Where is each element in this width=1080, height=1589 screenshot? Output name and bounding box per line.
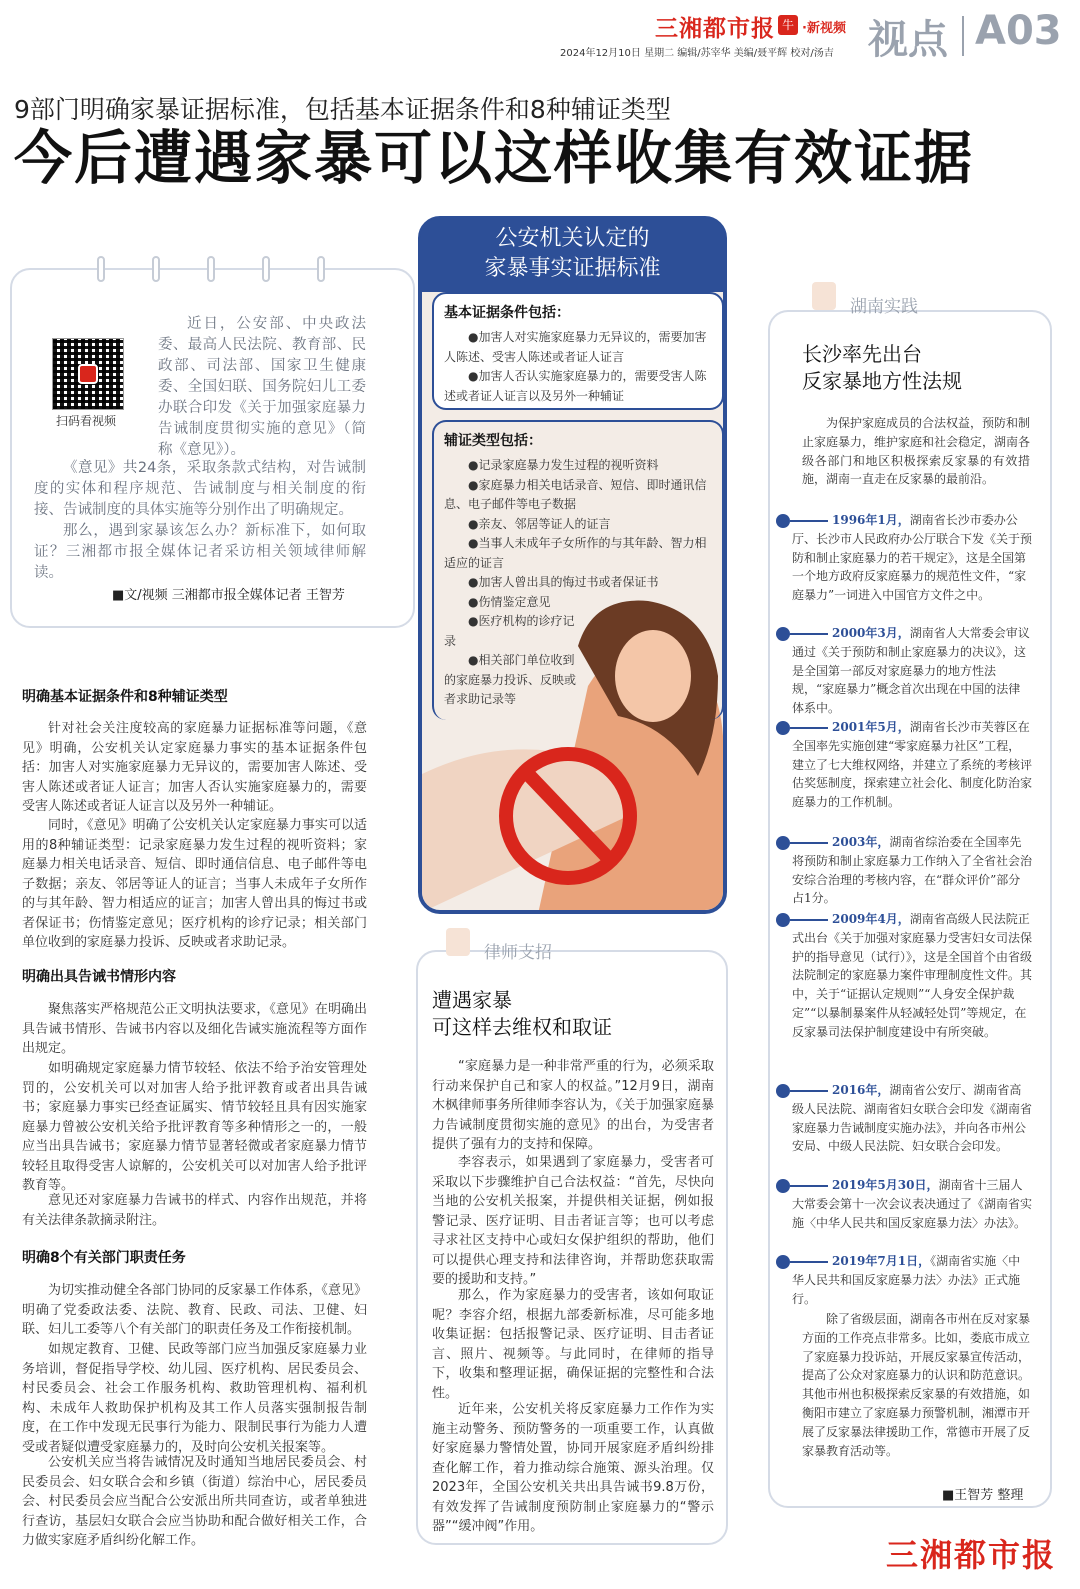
headline: 今后遭遇家暴可以这样收集有效证据 (14, 124, 975, 192)
masthead-app-icon: 牛 (778, 15, 798, 35)
body-paragraph: 那么，作为家庭暴力的受害者，该如何取证呢？李容介绍，根据九部委新标准，尽可能多地收集证据：包括报警记录、医疗证明、目击者证言、照片、视频等。与此同时，在律师的指导下，收集和整理证据，确保证据的完整性和合法性。 (432, 1288, 714, 1401)
panel-header-line1: 公安机关认定的 (495, 226, 650, 251)
timeline-entry (792, 1081, 1032, 1156)
timeline-year: 2019年5月30日， (832, 1178, 939, 1192)
panel-header-line2: 家暴事实证据标准 (484, 256, 661, 281)
box-title: 基本证据条件包括： (444, 305, 570, 321)
list-item: ●加害人对实施家庭暴力无异议的，需要加害人陈述、受害人陈述或者证人证言 (444, 330, 707, 364)
masthead-info: 2024年12月10日 星期二 编辑/苏宰华 美编/聂平辉 校对/汤吉 (560, 48, 834, 59)
body-paragraph: 除了省级层面，湖南各市州在反对家暴方面的工作亮点非常多。比如，娄底市成立了家庭暴力投诉站，开展反家暴宣传活动，提高了公众对家庭暴力的认识和防范意识。其他市州也积极探索反家暴的有效措施，如衡阳市建立了家庭暴力预警机制，湘潭市开展了反家暴法律援助工作，常德市开展了反家暴教育活动等。 (802, 1312, 1031, 1458)
section-name: 视点 (868, 17, 948, 63)
timeline-entry (792, 1252, 1032, 1308)
list-item: ●记录家庭暴力发生过程的视听资料 (468, 458, 659, 472)
timeline-year: 2019年7月1日， (832, 1254, 931, 1268)
body-paragraph: 为保护家庭成员的合法权益，预防和制止家庭暴力，维护家庭和社会稳定，湖南各级各部门和地区积极探索反家暴的有效措施，湖南一直走在反家暴的最前沿。 (802, 416, 1031, 487)
timeline-dot (776, 1255, 790, 1269)
body-paragraph: 近年来，公安机关将反家庭暴力工作作为实施主动警务、预防警务的一项重要工作，认真做好家庭暴力警情处置，协同开展家庭矛盾纠纷排查化解工作，着力推动综合施策、源头治理。仅2023年，全国公安机关共出具告诫书9.8万份，有效发挥了告诫制度预防制止家庭暴力的“警示器”“缓冲阀”作用。 (432, 1402, 714, 1534)
timeline-text: 湖南省人大常委会审议通过《关于预防和制止家庭暴力的决议》，这是全国第一部反对家庭暴力的地方性法规，“家庭暴力”概念首次出现在中国的法律体系中。 (792, 626, 1030, 716)
qr-label: 扫码看视频 (56, 414, 117, 428)
body-paragraph: 聚焦落实严格规范公正文明执法要求，《意见》在明确出具告诫书情形、告诫书内容以及细化告诫实施流程等方面作出规定。 (22, 1002, 367, 1056)
timeline-year: 2001年5月， (832, 720, 910, 734)
section-title: 明确8个有关部门职责任务 (22, 1250, 186, 1266)
qr-logo-icon (78, 364, 98, 384)
list-item: ●家庭暴力相关电话录音、短信、即时通讯信息、电子邮件等电子数据 (444, 477, 707, 511)
masthead-divider (962, 16, 964, 56)
binder-ring (317, 256, 325, 282)
intro-p1: 近日，公安部、中央政法委、最高人民法院、教育部、民政部、司法部、国家卫生健康委、全国妇联、国务院妇儿工委办联合印发《关于加强家庭暴力告诫制度贯彻实施的意见》（简称《意见》）。 (158, 316, 366, 458)
body-paragraph: 公安机关应当将告诫情况及时通知当地居民委员会、村民委员会、妇女联合会和乡镇（街道）综治中心，居民委员会、村民委员会应当配合公安派出所共同查访，或者单独进行查访，基层妇女联合会应当协助和配合做好相关工作，合力做实家庭矛盾纠纷化解工作。 (22, 1455, 367, 1548)
binder-ring (97, 256, 105, 282)
intro-p2: 《意见》共24条，采取条款式结构，对告诫制度的实体和程序规范、告诫制度与相关制度的衔接、告诫制度的具体实施等分别作出了明确规定。 (34, 460, 366, 518)
timeline-text: 湖南省长沙市委办公厅、长沙市人民政府办公厅联合下发《关于预防和制止家庭暴力的若干规定》，这是全国第一个地方政府反家庭暴力的规范性文件，“家庭暴力”一词进入中国官方文件之中。 (792, 513, 1033, 603)
timeline-text: 湖南省公安厅、湖南省高级人民法院、湖南省妇女联合会印发《湖南省家庭暴力告诫制度实施办法》，并向各市州公安局、中级人民法院、妇女联合会印发。 (792, 1083, 1033, 1154)
timeline-dot (776, 836, 790, 850)
quote-icon (446, 928, 470, 956)
body-paragraph: 如明确规定家庭暴力情节较轻、依法不给予治安管理处罚的，公安机关可以对加害人给予批评教育或者出具告诫书；家庭暴力事实已经查证属实、情节较轻且具有因实施家庭暴力曾被公安机关给予批评教育等多种情形之一的，一般应当出具告诫书；家庭暴力情节显著轻微或者家庭暴力情节较轻且取得受害人谅解的，公安机关可以对加害人给予批评教育等。 (22, 1061, 367, 1193)
list-item: ●医疗机构的诊疗记录 (444, 614, 575, 648)
card-tag: 律师支招 (484, 943, 552, 963)
timeline-entry (792, 910, 1032, 1042)
timeline-dot (776, 1179, 790, 1193)
card-tag: 湖南实践 (850, 297, 918, 317)
binder-ring (262, 256, 270, 282)
timeline-entry (792, 624, 1032, 718)
timeline-dot (776, 514, 790, 528)
list-item: ●伤情鉴定意见 (468, 594, 551, 609)
list-item: ●亲友、邻居等证人的证言 (468, 516, 611, 531)
subheadline: 9部门明确家暴证据标准，包括基本证据条件和8种辅证类型 (14, 95, 671, 124)
timeline-year: 2009年4月， (832, 912, 910, 926)
panel-header (420, 218, 725, 292)
timeline-text: 《湖南省实施〈中华人民共和国反家庭暴力法〉办法》正式施行。 (792, 1254, 1021, 1306)
timeline-entry (792, 511, 1032, 605)
masthead-logo: 三湘都市报 (655, 16, 775, 42)
timeline-dot (776, 721, 790, 735)
basic-evidence-box (432, 292, 724, 410)
timeline-year: 2016年， (832, 1083, 890, 1097)
timeline-entry (792, 833, 1032, 908)
section-title: 明确出具告诫书情形内容 (22, 969, 176, 985)
timeline-year: 2000年3月， (832, 626, 910, 640)
body-paragraph: 针对社会关注度较高的家庭暴力证据标准等问题，《意见》明确，公安机关认定家庭暴力事实的基本证据条件包括：加害人对实施家庭暴力无异议的，需要加害人陈述、受害人陈述或者证人证言；加害人否认实施家庭暴力的，需要受害人陈述或者证人证言以及另外一种辅证。 (22, 721, 367, 814)
page-number: A03 (975, 8, 1062, 54)
body-paragraph: 意见还对家庭暴力告诫书的样式、内容作出规范，并将有关法律条款摘录附注。 (22, 1193, 367, 1228)
card-title: 长沙率先出台 (802, 342, 922, 366)
card-title: 遭遇家暴 (432, 988, 512, 1012)
list-item: ●相关部门单位收到的家庭暴力投诉、反映或者求助记录等 (444, 653, 577, 706)
timeline-year: 2003年， (832, 835, 890, 849)
timeline-year: 1996年1月， (832, 513, 910, 527)
body-paragraph: 李容表示，如果遇到了家庭暴力，受害者可采取以下步骤维护自己合法权益：“首先，尽快向当地的公安机关报案，并提供相关证据，例如报警记录、医疗证明、目击者证言等；也可以考虑寻求社区支持中心或妇女保护组织的帮助，他们可以提供心理支持和法律咨询，并帮助您获取需要的援助和支持。” (432, 1155, 714, 1287)
binder-ring (207, 256, 215, 282)
timeline-entry (792, 1176, 1032, 1232)
list-item: ●当事人未成年子女所作的与其年龄、智力相适应的证言 (444, 536, 707, 570)
timeline-dot (776, 627, 790, 641)
card-title: 可这样去维权和取证 (432, 1015, 612, 1039)
byline: ■王智芳 整理 (942, 1488, 1024, 1503)
body-paragraph: 如规定教育、卫健、民政等部门应当加强反家庭暴力业务培训，督促指导学校、幼儿园、医疗机构、居民委员会、村民委员会、社会工作服务机构、救助管理机构、福利机构、未成年人救助保护机构及其工作人员落实强制报告制度，在工作中发现无民事行为能力、限制民事行为能力人遭受或者疑似遭受家庭暴力的，及时向公安机关报案等。 (22, 1342, 367, 1455)
timeline-text: 湖南省长沙市芙蓉区在全国率先实施创建“零家庭暴力社区”工程，建立了七大维权网络，并建立了系统的考核评估奖惩制度，探索建立社会化、制度化防治家庭暴力的工作机制。 (792, 720, 1033, 810)
timeline-text: 湖南省综治委在全国率先将预防和制止家庭暴力工作纳入了全省社会治安综合治理的考核内容，在“群众评价”部分占1分。 (792, 835, 1033, 906)
binder-ring (152, 256, 160, 282)
timeline-entry (792, 718, 1032, 812)
aux-evidence-box (432, 420, 724, 720)
card-title: 反家暴地方性法规 (802, 369, 962, 393)
byline: ■文/视频 三湘都市报全媒体记者 王智芳 (112, 588, 345, 603)
footer-logo: 三湘都市报 (886, 1536, 1057, 1574)
body-paragraph: “家庭暴力是一种非常严重的行为，必须采取行动来保护自己和家人的权益。”12月9日，湖南木枫律师事务所律师李容认为，《关于加强家庭暴力告诫制度贯彻实施的意见》的出台，为受害者提供了强有力的支持和保障。 (432, 1059, 714, 1152)
timeline-text: 湖南省高级人民法院正式出台《关于加强对家庭暴力受害妇女司法保护的指导意见（试行）》，这是全国首个由省级法院制定的家庭暴力案件审理制度性文件。其中，关于“证据认定规则”“人身安全保护裁定”“以暴制暴案件从轻减轻处罚”等规定，在反家暴司法保护制度建设中有所突破。 (792, 912, 1033, 1039)
body-paragraph: 为切实推动健全各部门协同的反家暴工作体系，《意见》明确了党委政法委、法院、教育、民政、司法、卫健、妇联、妇儿工委等八个有关部门的职责任务及工作衔接机制。 (22, 1283, 367, 1337)
timeline-text: 湖南省十三届人大常委会第十一次会议表决通过了《湖南省实施〈中华人民共和国反家庭暴力法〉办法》。 (792, 1178, 1033, 1230)
quote-icon (812, 282, 836, 310)
timeline-dot (776, 913, 790, 927)
list-item: ●加害人曾出具的悔过书或者保证书 (468, 575, 659, 589)
section-title: 明确基本证据条件和8种辅证类型 (22, 689, 228, 705)
box-title: 辅证类型包括： (444, 433, 542, 449)
list-item: ●加害人否认实施家庭暴力的，需要受害人陈述或者证人证言以及另外一种辅证 (444, 369, 707, 403)
timeline-dot (776, 1084, 790, 1098)
masthead-video-label: ·新视频 (802, 21, 846, 36)
body-paragraph: 同时，《意见》明确了公安机关认定家庭暴力事实可以适用的8种辅证类型：记录家庭暴力发生过程的视听资料；家庭暴力相关电话录音、短信、即时通信信息、电子邮件等电子数据；亲友、邻居等证人的证言；当事人未成年子女所作的与其年龄、智力相适应的证言；加害人曾出具的悔过书或者保证书；伤情鉴定意见；医疗机构的诊疗记录；相关部门单位收到的家庭暴力投诉、反映或者求助记录。 (22, 818, 367, 950)
intro-p3: 那么，遇到家暴该怎么办？新标准下，如何取证？三湘都市报全媒体记者采访相关领域律师解读。 (34, 523, 366, 581)
